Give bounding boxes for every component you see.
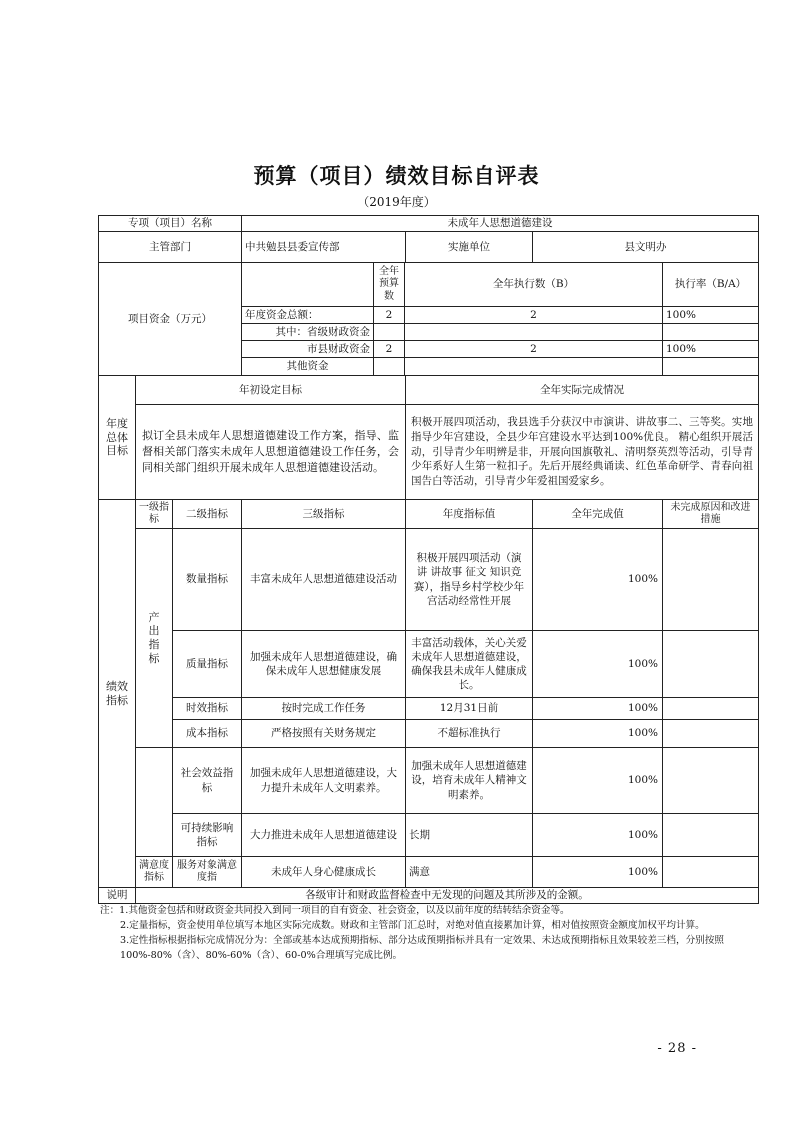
form-title: 预算（项目）绩效目标自评表 bbox=[253, 163, 540, 188]
department-label: 主管部门 bbox=[98, 231, 242, 263]
indicator-row-quality-completion: 100% bbox=[532, 630, 663, 698]
funds-row-provincial-exec bbox=[404, 323, 663, 341]
indicator-row-timeliness-level3: 按时完成工作任务 bbox=[241, 697, 406, 720]
indicator-row-quality-target: 丰富活动载体，关心关爱未成年人思想道德建设，确保我县未成年人健康成长。 bbox=[405, 630, 533, 698]
funds-row-other-rate bbox=[662, 357, 759, 376]
funds-row-provincial-rate bbox=[662, 323, 759, 341]
indicator-row-quantity-completion: 100% bbox=[532, 528, 663, 631]
indicator-row-quality-level2: 质量指标 bbox=[172, 630, 242, 698]
funds-header-exec: 全年执行数（B） bbox=[404, 262, 663, 307]
page-number: - 28 - bbox=[657, 1041, 697, 1056]
header-level3: 三级指标 bbox=[241, 499, 406, 529]
funds-row-city-exec: 2 bbox=[404, 340, 663, 358]
indicator-row-sustainable-level2: 可持续影响指标 bbox=[172, 813, 242, 857]
project-name-label: 专项（项目）名称 bbox=[98, 215, 242, 232]
funds-header-budget: 全年预算数 bbox=[373, 262, 405, 307]
indicator-row-sustainable-completion: 100% bbox=[532, 813, 663, 857]
indicator-row-satisfaction-reason bbox=[662, 856, 759, 888]
department-value: 中共勉县县委宣传部 bbox=[241, 231, 406, 263]
indicator-row-quantity-reason bbox=[662, 528, 759, 631]
funds-row-total-label: 年度资金总额： bbox=[241, 306, 374, 324]
funds-blank-header bbox=[241, 262, 374, 307]
indicator-row-timeliness-completion: 100% bbox=[532, 697, 663, 720]
indicator-row-social-level3: 加强未成年人思想道德建设，大力提升未成年人文明素养。 bbox=[241, 747, 406, 814]
funds-row-city-rate: 100% bbox=[662, 340, 759, 358]
indicator-row-timeliness-reason bbox=[662, 697, 759, 720]
indicator-row-cost-reason bbox=[662, 719, 759, 748]
footnote-1: 注：1.其他资金包括和财政资金共同投入到同一项目的自有资金、社会资金，以及以前年度的结转结余资金等。 bbox=[100, 905, 570, 916]
funds-row-provincial-budget bbox=[373, 323, 405, 341]
funds-row-city-label: 市县财政资金 bbox=[241, 340, 374, 358]
header-target: 年度指标值 bbox=[405, 499, 533, 529]
remarks-label: 说明 bbox=[98, 887, 136, 904]
indicator-row-quantity-level2: 数量指标 bbox=[172, 528, 242, 631]
footnote-3: 3.定性指标根据指标完成情况分为：全部或基本达成预期指标、部分达成预期指标并具有一定效果、未达成预期指标且效果较差三档，分别按照100%-80%（含）、80%-60%（含）、60-0%合理填写完成比例。 bbox=[120, 934, 724, 961]
remarks-value: 各级审计和财政监督检查中无发现的问题及其所涉及的金额。 bbox=[135, 887, 759, 904]
indicator-row-social-completion: 100% bbox=[532, 747, 663, 814]
funds-row-provincial-label: 其中：省级财政资金 bbox=[241, 323, 374, 341]
satisfaction-indicators-label: 满意度指标 bbox=[135, 856, 173, 888]
indicator-row-satisfaction-completion: 100% bbox=[532, 856, 663, 888]
indicator-row-social-reason bbox=[662, 747, 759, 814]
indicator-row-cost-level3: 严格按照有关财务规定 bbox=[241, 719, 406, 748]
output-indicators-label: 产出指标 bbox=[135, 528, 173, 748]
indicator-row-timeliness-level2: 时效指标 bbox=[172, 697, 242, 720]
indicator-row-satisfaction-level3: 未成年人身心健康成长 bbox=[241, 856, 406, 888]
indicator-row-sustainable-level3: 大力推进未成年人思想道德建设 bbox=[241, 813, 406, 857]
indicator-row-cost-completion: 100% bbox=[532, 719, 663, 748]
indicator-row-sustainable-reason bbox=[662, 813, 759, 857]
funds-header-rate: 执行率（B/A） bbox=[662, 262, 759, 307]
indicator-row-quality-reason bbox=[662, 630, 759, 698]
planned-goals-text: 拟订全县未成年人思想道德建设工作方案，指导、监督相关部门落实未成年人思想道德建设工作任务，会同相关部门组织开展未成年人思想道德建设活动。 bbox=[135, 404, 406, 500]
indicator-row-timeliness-target: 12月31日前 bbox=[405, 697, 533, 720]
indicator-row-social-target: 加强未成年人思想道德建设，培育未成年人精神文明素养。 bbox=[405, 747, 533, 814]
indicator-row-cost-target: 不超标准执行 bbox=[405, 719, 533, 748]
funds-row-total-exec: 2 bbox=[404, 306, 663, 324]
funds-row-other-exec bbox=[404, 357, 663, 376]
funds-row-total-rate: 100% bbox=[662, 306, 759, 324]
funds-row-other-budget bbox=[373, 357, 405, 376]
actual-goals-header: 全年实际完成情况 bbox=[405, 375, 759, 405]
funds-row-other-label: 其他资金 bbox=[241, 357, 374, 376]
indicator-row-quantity-level3: 丰富未成年人思想道德建设活动 bbox=[241, 528, 406, 631]
header-level1: 一级指标 bbox=[135, 499, 173, 529]
project-name-value: 未成年人思想道德建设 bbox=[241, 215, 759, 232]
indicator-row-sustainable-target: 长期 bbox=[405, 813, 533, 857]
funds-row-total-budget: 2 bbox=[373, 306, 405, 324]
header-level2: 二级指标 bbox=[172, 499, 242, 529]
header-completion: 全年完成值 bbox=[532, 499, 663, 529]
actual-goals-text: 积极开展四项活动，我县选手分获汉中市演讲、讲故事二、三等奖。实地指导少年宫建设，全县少年宫建设水平达到100%优良。 精心组织开展活动，引导青少年明辨是非，开展向国旗敬礼、清明祭英烈等活动，引导青少年系好人生第一粒扣子。先后开展经典诵读、红色革命研学、青春向祖国告白等活动，引导青少年爱祖国爱家乡。 bbox=[405, 404, 759, 500]
indicator-row-quality-level3: 加强未成年人思想道德建设，确保未成年人思想健康发展 bbox=[241, 630, 406, 698]
indicator-row-satisfaction-target: 满意 bbox=[405, 856, 533, 888]
footnote-2: 2.定量指标，资金使用单位填写本地区实际完成数。财政和主管部门汇总时，对绝对值直接累加计算，相对值按照资金额度加权平均计算。 bbox=[120, 919, 705, 931]
planned-goals-header: 年初设定目标 bbox=[135, 375, 406, 405]
form-year: （2019年度） bbox=[357, 195, 436, 209]
benefit-indicators-label bbox=[135, 747, 173, 857]
header-reason: 未完成原因和改进措施 bbox=[662, 499, 759, 529]
indicator-row-quantity-target: 积极开展四项活动（演讲 讲故事 征文 知识竞赛），指导乡村学校少年宫活动经常性开展 bbox=[405, 528, 533, 631]
performance-indicators-label: 绩效指标 bbox=[98, 499, 136, 888]
annual-goals-label: 年度总体目标 bbox=[98, 375, 136, 500]
indicator-row-satisfaction-level2: 服务对象满意度指 bbox=[172, 856, 242, 888]
funds-label: 项目资金（万元） bbox=[98, 262, 242, 376]
implementer-value: 县文明办 bbox=[532, 231, 759, 263]
indicator-row-social-level2: 社会效益指标 bbox=[172, 747, 242, 814]
implementer-label: 实施单位 bbox=[405, 231, 533, 263]
funds-row-city-budget: 2 bbox=[373, 340, 405, 358]
footnotes bbox=[100, 904, 758, 963]
indicator-row-cost-level2: 成本指标 bbox=[172, 719, 242, 748]
